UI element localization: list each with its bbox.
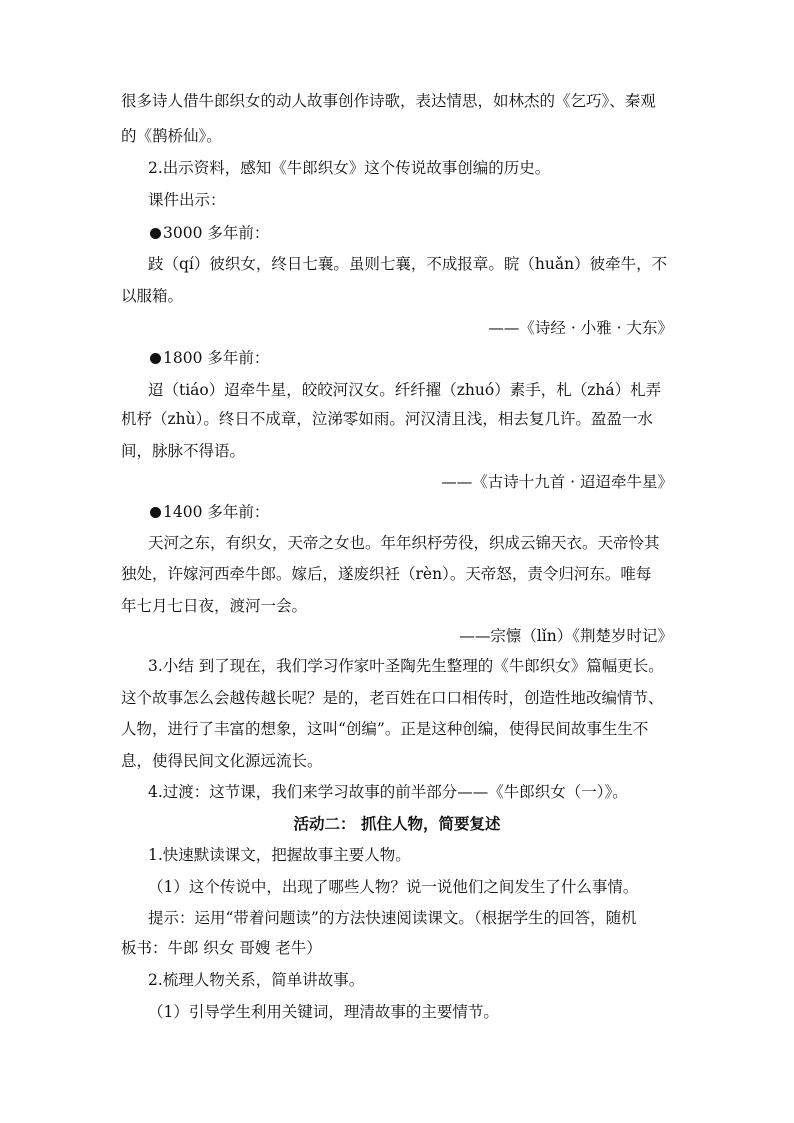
text-line: 2.出示资料，感知《牛郎织女》这个传说故事创编的历史。 xyxy=(148,159,551,177)
text-line: 课件出示： xyxy=(148,191,226,209)
bullet-icon xyxy=(150,507,161,518)
text-line: 1.快速默读课文，把握故事主要人物。 xyxy=(148,846,411,864)
citation: ——《诗经 · 小雅 · 大东》 xyxy=(488,319,673,337)
text-line: 很多诗人借牛郎织女的动人故事创作诗歌，表达情思，如林杰的《乞巧》、秦观 xyxy=(121,92,656,110)
text-line: 息，使得民间文化源远流长。 xyxy=(121,752,323,770)
section-heading: 3000 多年前： xyxy=(150,223,710,243)
text-line: 的《鹊桥仙》。 xyxy=(121,127,222,145)
text-line: 人物，进行了丰富的想象，这叫“创编”。正是这种创编，使得民间故事生生不 xyxy=(121,720,649,738)
quote-line: 跂（qí）彼织女，终日七襄。虽则七襄，不成报章。睆（huǎn）彼牵牛，不 xyxy=(148,255,668,273)
text-line: 2.梳理人物关系，简单讲故事。 xyxy=(148,971,365,989)
text-line: 板书：牛郎 织女 哥嫂 老牛） xyxy=(121,939,322,957)
text-line: （1）引导学生利用关键词，理清故事的主要情节。 xyxy=(148,1003,499,1021)
bullet-icon xyxy=(150,353,161,364)
citation: ——宗懔（lǐn）《荆楚岁时记》 xyxy=(459,627,673,645)
text-line: 4.过渡：这节课，我们来学习故事的前半部分——《牛郎织女（一）》。 xyxy=(148,783,628,801)
text-line: 提示：运用“带着问题读”的方法快速阅读课文。（根据学生的回答，随机 xyxy=(148,909,637,927)
section-heading: 1400 多年前： xyxy=(150,502,710,522)
text-line: 3.小结 到了现在，我们学习作家叶圣陶先生整理的《牛郎织女》篇幅更长。 xyxy=(148,657,664,675)
quote-line: 以服箱。 xyxy=(121,287,184,305)
quote-line: 机杼（zhù）。终日不成章，泣涕零如雨。河汉清且浅，相去复几许。盈盈一水 xyxy=(121,410,653,428)
quote-line: 独处，许嫁河西牵牛郎。嫁后，遂废织衽（rèn）。天帝怒，责令归河东。唯每 xyxy=(121,565,652,583)
quote-line: 年七月七日夜，渡河一会。 xyxy=(121,597,308,615)
quote-line: 天河之东，有织女，天帝之女也。年年织杼劳役，织成云锦天衣。天帝怜其 xyxy=(148,534,660,552)
quote-line: 间，脉脉不得语。 xyxy=(121,442,246,460)
text-line: （1）这个传说中，出现了哪些人物？说一说他们之间发生了什么事情。 xyxy=(148,878,639,896)
activity-heading: 活动二： 抓住人物，简要复述 xyxy=(293,814,501,833)
section-heading: 1800 多年前： xyxy=(150,348,710,368)
bullet-icon xyxy=(150,228,161,239)
quote-line: 迢（tiáo）迢牵牛星，皎皎河汉女。纤纤擢（zhuó）素手，札（zhá）札弄 xyxy=(148,381,662,399)
text-line: 这个故事怎么会越传越长呢？是的，老百姓在口口相传时，创造性地改编情节、 xyxy=(121,689,664,707)
citation: ——《古诗十九首 · 迢迢牵牛星》 xyxy=(441,473,673,491)
